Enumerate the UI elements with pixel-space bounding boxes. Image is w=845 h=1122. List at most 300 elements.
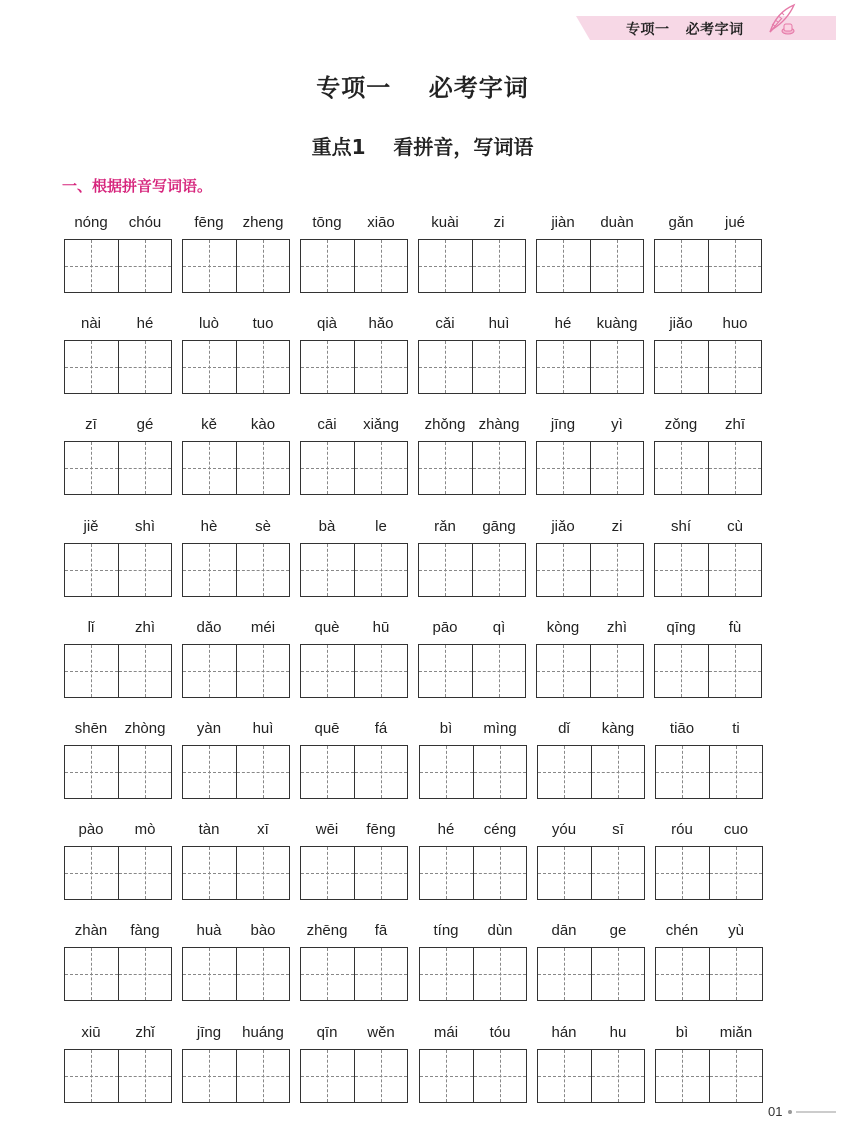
tianzige-box-pair xyxy=(182,543,290,597)
writing-box[interactable] xyxy=(655,442,708,494)
word-group xyxy=(300,518,408,598)
writing-box[interactable] xyxy=(655,645,708,697)
pinyin-syllable: xiǎng xyxy=(363,416,399,433)
tianzige-box-pair xyxy=(418,239,526,293)
writing-box[interactable] xyxy=(473,948,527,1000)
tianzige-box-pair xyxy=(654,644,762,698)
tianzige-box-pair xyxy=(654,239,762,293)
writing-box[interactable] xyxy=(591,948,645,1000)
writing-box[interactable] xyxy=(65,341,118,393)
pinyin-syllable: shí xyxy=(670,518,691,535)
word-group xyxy=(537,720,645,800)
word-group xyxy=(536,518,644,598)
pinyin-syllable: chén xyxy=(665,922,699,939)
writing-box[interactable] xyxy=(656,1050,709,1102)
writing-box[interactable] xyxy=(708,341,762,393)
writing-box[interactable] xyxy=(65,442,118,494)
tianzige-box-pair xyxy=(419,1049,527,1103)
tianzige-box-pair xyxy=(182,846,290,900)
pinyin-syllable: zi xyxy=(611,518,623,535)
writing-box[interactable] xyxy=(473,1050,527,1102)
word-group xyxy=(655,720,763,800)
writing-box[interactable] xyxy=(183,341,236,393)
pinyin-syllable: qīn xyxy=(316,1024,338,1041)
pinyin-syllable: kào xyxy=(250,416,276,433)
tianzige-box-pair xyxy=(537,1049,645,1103)
writing-box[interactable] xyxy=(708,240,762,292)
writing-box[interactable] xyxy=(301,847,354,899)
writing-box[interactable] xyxy=(236,341,290,393)
pinyin-syllable: kòng xyxy=(546,619,580,636)
pinyin-syllable: cǎi xyxy=(435,315,455,332)
pinyin-syllable: cāi xyxy=(317,416,337,433)
word-group xyxy=(418,619,526,699)
writing-box[interactable] xyxy=(537,240,590,292)
pinyin-syllable: huáng xyxy=(242,1024,284,1041)
writing-box[interactable] xyxy=(472,645,526,697)
writing-box[interactable] xyxy=(419,645,472,697)
word-group xyxy=(64,315,172,395)
tianzige-box-pair xyxy=(182,239,290,293)
pinyin-syllable: sè xyxy=(255,518,271,535)
writing-box[interactable] xyxy=(656,746,709,798)
pinyin-syllable: kuàng xyxy=(596,315,638,332)
pinyin-syllable: gé xyxy=(136,416,154,433)
writing-box[interactable] xyxy=(236,645,290,697)
pinyin-syllable: lǐ xyxy=(87,619,95,636)
writing-box[interactable] xyxy=(118,746,172,798)
pinyin-syllable: zhǐ xyxy=(135,1024,155,1041)
writing-box[interactable] xyxy=(236,847,290,899)
writing-box[interactable] xyxy=(183,948,236,1000)
writing-box[interactable] xyxy=(590,442,644,494)
writing-box[interactable] xyxy=(183,847,236,899)
pinyin-syllable: duàn xyxy=(600,214,634,231)
writing-box[interactable] xyxy=(301,442,354,494)
tianzige-box-pair xyxy=(418,644,526,698)
word-group xyxy=(64,518,172,598)
tianzige-box-pair xyxy=(300,441,408,495)
writing-box[interactable] xyxy=(420,948,473,1000)
pinyin-syllable: yù xyxy=(728,922,744,939)
tianzige-box-pair xyxy=(300,543,408,597)
word-group xyxy=(418,518,526,598)
word-group xyxy=(418,416,526,496)
writing-box[interactable] xyxy=(538,948,591,1000)
pinyin-syllable: zhì xyxy=(606,619,627,636)
writing-box[interactable] xyxy=(655,240,708,292)
pinyin-syllable: jīng xyxy=(550,416,576,433)
pinyin-syllable: miǎn xyxy=(719,1024,753,1041)
tianzige-box-pair xyxy=(418,543,526,597)
writing-box[interactable] xyxy=(709,1050,763,1102)
tianzige-box-pair xyxy=(537,947,645,1001)
writing-box[interactable] xyxy=(708,544,762,596)
writing-box[interactable] xyxy=(538,1050,591,1102)
writing-box[interactable] xyxy=(655,544,708,596)
writing-box[interactable] xyxy=(472,544,526,596)
pinyin-syllable: dùn xyxy=(487,922,513,939)
word-group xyxy=(64,416,172,496)
pinyin-syllable: hé xyxy=(136,315,154,332)
writing-box[interactable] xyxy=(65,544,118,596)
pinyin-syllable: kàng xyxy=(601,720,635,737)
writing-box[interactable] xyxy=(472,442,526,494)
writing-box[interactable] xyxy=(183,442,236,494)
pinyin-syllable: huà xyxy=(196,922,222,939)
writing-box[interactable] xyxy=(183,645,236,697)
word-group xyxy=(64,821,172,901)
pinyin-syllable: chóu xyxy=(128,214,162,231)
tianzige-box-pair xyxy=(419,846,527,900)
writing-box[interactable] xyxy=(590,645,644,697)
tianzige-box-pair xyxy=(64,441,172,495)
tianzige-box-pair xyxy=(654,441,762,495)
writing-box[interactable] xyxy=(708,442,762,494)
tianzige-box-pair xyxy=(655,745,763,799)
writing-box[interactable] xyxy=(591,847,645,899)
pinyin-syllable: hè xyxy=(200,518,218,535)
word-group xyxy=(654,315,762,395)
writing-box[interactable] xyxy=(301,341,354,393)
pinyin-syllable: kuài xyxy=(431,214,459,231)
tianzige-box-pair xyxy=(419,745,527,799)
writing-box[interactable] xyxy=(590,544,644,596)
writing-box[interactable] xyxy=(537,341,590,393)
writing-box[interactable] xyxy=(420,746,473,798)
word-group xyxy=(64,619,172,699)
writing-box[interactable] xyxy=(537,544,590,596)
writing-box[interactable] xyxy=(590,341,644,393)
word-group xyxy=(182,821,290,901)
writing-box[interactable] xyxy=(118,948,172,1000)
pinyin-syllable: jué xyxy=(724,214,746,231)
pinyin-syllable: bì xyxy=(675,1024,689,1041)
tianzige-box-pair xyxy=(300,846,408,900)
writing-box[interactable] xyxy=(354,948,408,1000)
word-group xyxy=(536,619,644,699)
writing-box[interactable] xyxy=(537,645,590,697)
writing-box[interactable] xyxy=(591,746,645,798)
writing-box[interactable] xyxy=(118,1050,172,1102)
pinyin-syllable: zhēng xyxy=(306,922,348,939)
pinyin-syllable: qià xyxy=(316,315,338,332)
writing-box[interactable] xyxy=(656,847,709,899)
writing-box[interactable] xyxy=(301,240,354,292)
pinyin-syllable: dǎo xyxy=(196,619,222,636)
page-title: 专项一 必考字词 xyxy=(316,74,529,102)
pinyin-syllable: fù xyxy=(728,619,742,636)
word-group xyxy=(182,214,290,294)
tianzige-box-pair xyxy=(182,441,290,495)
writing-box[interactable] xyxy=(420,1050,473,1102)
word-group xyxy=(300,214,408,294)
pinyin-syllable: sī xyxy=(612,821,624,838)
word-group xyxy=(654,214,762,294)
pinyin-syllable: zǒng xyxy=(664,416,698,433)
pinyin-syllable: què xyxy=(314,619,340,636)
word-group xyxy=(182,416,290,496)
tianzige-box-pair xyxy=(64,1049,172,1103)
pinyin-syllable: huì xyxy=(252,720,274,737)
pinyin-syllable: dān xyxy=(551,922,577,939)
pinyin-syllable: quē xyxy=(314,720,340,737)
word-group xyxy=(300,720,408,800)
writing-box[interactable] xyxy=(236,746,290,798)
pinyin-syllable: jīng xyxy=(196,1024,222,1041)
pinyin-syllable: hán xyxy=(551,1024,577,1041)
writing-box[interactable] xyxy=(591,1050,645,1102)
pinyin-syllable: zhòng xyxy=(124,720,166,737)
pinyin-syllable: cuo xyxy=(723,821,749,838)
pinyin-syllable: bà xyxy=(318,518,336,535)
tianzige-box-pair xyxy=(300,644,408,698)
pinyin-syllable: gāng xyxy=(482,518,516,535)
tianzige-box-pair xyxy=(536,441,644,495)
pinyin-syllable: zi xyxy=(493,214,505,231)
writing-box[interactable] xyxy=(118,442,172,494)
word-group xyxy=(182,1024,290,1104)
pinyin-syllable: tóu xyxy=(489,1024,511,1041)
writing-box[interactable] xyxy=(301,544,354,596)
writing-box[interactable] xyxy=(473,847,527,899)
writing-box[interactable] xyxy=(301,948,354,1000)
pinyin-syllable: xiāo xyxy=(367,214,395,231)
section-title: 重点1 看拼音，写词语 xyxy=(311,135,534,159)
writing-box[interactable] xyxy=(354,544,408,596)
writing-box[interactable] xyxy=(65,948,118,1000)
word-group xyxy=(182,720,290,800)
writing-box[interactable] xyxy=(354,442,408,494)
writing-box[interactable] xyxy=(65,240,118,292)
word-group xyxy=(64,720,172,800)
writing-box[interactable] xyxy=(708,645,762,697)
writing-box[interactable] xyxy=(354,341,408,393)
pinyin-syllable: qīng xyxy=(666,619,696,636)
writing-box[interactable] xyxy=(118,645,172,697)
tianzige-box-pair xyxy=(64,340,172,394)
tianzige-box-pair xyxy=(654,543,762,597)
writing-box[interactable] xyxy=(354,847,408,899)
pinyin-syllable: gǎn xyxy=(668,214,694,231)
pinyin-syllable: fā xyxy=(374,922,388,939)
writing-box[interactable] xyxy=(183,240,236,292)
pinyin-syllable: tiāo xyxy=(669,720,695,737)
tianzige-box-pair xyxy=(300,239,408,293)
pinyin-syllable: méi xyxy=(250,619,276,636)
word-group xyxy=(537,821,645,901)
pinyin-syllable: cù xyxy=(727,518,743,535)
word-group xyxy=(182,518,290,598)
word-group xyxy=(419,720,527,800)
writing-box[interactable] xyxy=(236,1050,290,1102)
pinyin-syllable: tuo xyxy=(252,315,274,332)
writing-box[interactable] xyxy=(65,847,118,899)
pinyin-syllable: bào xyxy=(250,922,276,939)
writing-box[interactable] xyxy=(709,948,763,1000)
pinyin-syllable: céng xyxy=(483,821,517,838)
writing-box[interactable] xyxy=(118,341,172,393)
writing-box[interactable] xyxy=(420,847,473,899)
pinyin-syllable: hu xyxy=(609,1024,627,1041)
writing-box[interactable] xyxy=(419,544,472,596)
pinyin-syllable: huo xyxy=(722,315,748,332)
writing-box[interactable] xyxy=(118,240,172,292)
tianzige-box-pair xyxy=(182,340,290,394)
pinyin-syllable: hǎo xyxy=(368,315,394,332)
word-group xyxy=(64,1024,172,1104)
writing-box[interactable] xyxy=(301,746,354,798)
pinyin-syllable: zhàn xyxy=(74,922,108,939)
pinyin-syllable: luò xyxy=(198,315,220,332)
word-group xyxy=(419,922,527,1002)
tianzige-box-pair xyxy=(64,846,172,900)
pinyin-syllable: jiě xyxy=(83,518,99,535)
tianzige-box-pair xyxy=(537,846,645,900)
pinyin-syllable: jiǎo xyxy=(669,315,693,332)
pinyin-syllable: zhì xyxy=(134,619,155,636)
writing-box[interactable] xyxy=(183,544,236,596)
pinyin-syllable: dǐ xyxy=(558,720,570,737)
word-group xyxy=(182,619,290,699)
writing-box[interactable] xyxy=(472,240,526,292)
pinyin-syllable: zhàng xyxy=(478,416,520,433)
pinyin-syllable: zhī xyxy=(724,416,745,433)
writing-box[interactable] xyxy=(655,341,708,393)
running-header-title: 专项一 必考字词 xyxy=(626,22,744,38)
pinyin-syllable: yì xyxy=(611,416,623,433)
tianzige-box-pair xyxy=(536,543,644,597)
tianzige-box-pair xyxy=(655,1049,763,1103)
tianzige-box-pair xyxy=(182,745,290,799)
tianzige-box-pair xyxy=(182,644,290,698)
pinyin-syllable: hé xyxy=(437,821,455,838)
pinyin-syllable: ge xyxy=(609,922,627,939)
tianzige-box-pair xyxy=(536,239,644,293)
word-group xyxy=(537,922,645,1002)
tianzige-box-pair xyxy=(419,947,527,1001)
tianzige-box-pair xyxy=(182,947,290,1001)
word-group xyxy=(182,922,290,1002)
writing-box[interactable] xyxy=(236,948,290,1000)
word-group xyxy=(300,922,408,1002)
exercise-instruction: 一、根据拼音写词语。 xyxy=(62,177,213,195)
writing-box[interactable] xyxy=(118,847,172,899)
writing-box[interactable] xyxy=(419,442,472,494)
writing-box[interactable] xyxy=(236,442,290,494)
word-group xyxy=(655,821,763,901)
word-group xyxy=(655,1024,763,1104)
pinyin-syllable: pāo xyxy=(432,619,458,636)
pinyin-syllable: wěn xyxy=(367,1024,395,1041)
writing-box[interactable] xyxy=(538,746,591,798)
word-group xyxy=(300,315,408,395)
word-group xyxy=(536,416,644,496)
tianzige-box-pair xyxy=(536,644,644,698)
writing-box[interactable] xyxy=(472,341,526,393)
word-group xyxy=(654,416,762,496)
tianzige-box-pair xyxy=(300,1049,408,1103)
writing-box[interactable] xyxy=(590,240,644,292)
pinyin-syllable: nóng xyxy=(74,214,108,231)
word-group xyxy=(655,922,763,1002)
writing-box[interactable] xyxy=(419,240,472,292)
word-group xyxy=(536,214,644,294)
pinyin-syllable: fá xyxy=(374,720,388,737)
writing-box[interactable] xyxy=(301,645,354,697)
writing-box[interactable] xyxy=(656,948,709,1000)
writing-box[interactable] xyxy=(473,746,527,798)
tianzige-box-pair xyxy=(64,745,172,799)
pinyin-syllable: xī xyxy=(257,821,269,838)
writing-box[interactable] xyxy=(354,746,408,798)
page-footer-line xyxy=(796,1111,836,1113)
pinyin-syllable: róu xyxy=(671,821,693,838)
pinyin-syllable: tíng xyxy=(433,922,459,939)
pinyin-syllable: kě xyxy=(201,416,217,433)
tianzige-box-pair xyxy=(64,239,172,293)
writing-box[interactable] xyxy=(65,645,118,697)
writing-box[interactable] xyxy=(537,442,590,494)
word-group xyxy=(419,1024,527,1104)
tianzige-box-pair xyxy=(64,947,172,1001)
writing-box[interactable] xyxy=(709,746,763,798)
pinyin-syllable: mò xyxy=(134,821,156,838)
pinyin-syllable: fēng xyxy=(194,214,224,231)
pinyin-syllable: jiǎo xyxy=(551,518,575,535)
tianzige-box-pair xyxy=(537,745,645,799)
pinyin-syllable: zhǒng xyxy=(424,416,466,433)
writing-box[interactable] xyxy=(354,240,408,292)
writing-box[interactable] xyxy=(236,544,290,596)
pinyin-syllable: hé xyxy=(554,315,572,332)
tianzige-box-pair xyxy=(300,745,408,799)
tianzige-box-pair xyxy=(300,340,408,394)
writing-box[interactable] xyxy=(419,341,472,393)
word-group xyxy=(537,1024,645,1104)
writing-box[interactable] xyxy=(709,847,763,899)
word-group xyxy=(64,214,172,294)
tianzige-box-pair xyxy=(182,1049,290,1103)
tianzige-box-pair xyxy=(655,846,763,900)
writing-box[interactable] xyxy=(236,240,290,292)
tianzige-box-pair xyxy=(536,340,644,394)
pinyin-syllable: rǎn xyxy=(434,518,456,535)
pinyin-syllable: tàn xyxy=(198,821,220,838)
writing-box[interactable] xyxy=(538,847,591,899)
pinyin-syllable: huì xyxy=(488,315,510,332)
writing-box[interactable] xyxy=(65,1050,118,1102)
pinyin-syllable: ti xyxy=(732,720,740,737)
tianzige-box-pair xyxy=(654,340,762,394)
word-group xyxy=(300,821,408,901)
pinyin-syllable: mìng xyxy=(483,720,517,737)
writing-box[interactable] xyxy=(183,1050,236,1102)
pinyin-syllable: zī xyxy=(85,416,97,433)
pinyin-syllable: jiàn xyxy=(551,214,575,231)
writing-box[interactable] xyxy=(65,746,118,798)
writing-box[interactable] xyxy=(354,645,408,697)
tianzige-box-pair xyxy=(64,543,172,597)
writing-box[interactable] xyxy=(118,544,172,596)
pinyin-syllable: bì xyxy=(439,720,453,737)
writing-box[interactable] xyxy=(354,1050,408,1102)
pinyin-syllable: wēi xyxy=(315,821,339,838)
word-group xyxy=(182,315,290,395)
writing-box[interactable] xyxy=(183,746,236,798)
word-group xyxy=(300,619,408,699)
writing-box[interactable] xyxy=(301,1050,354,1102)
